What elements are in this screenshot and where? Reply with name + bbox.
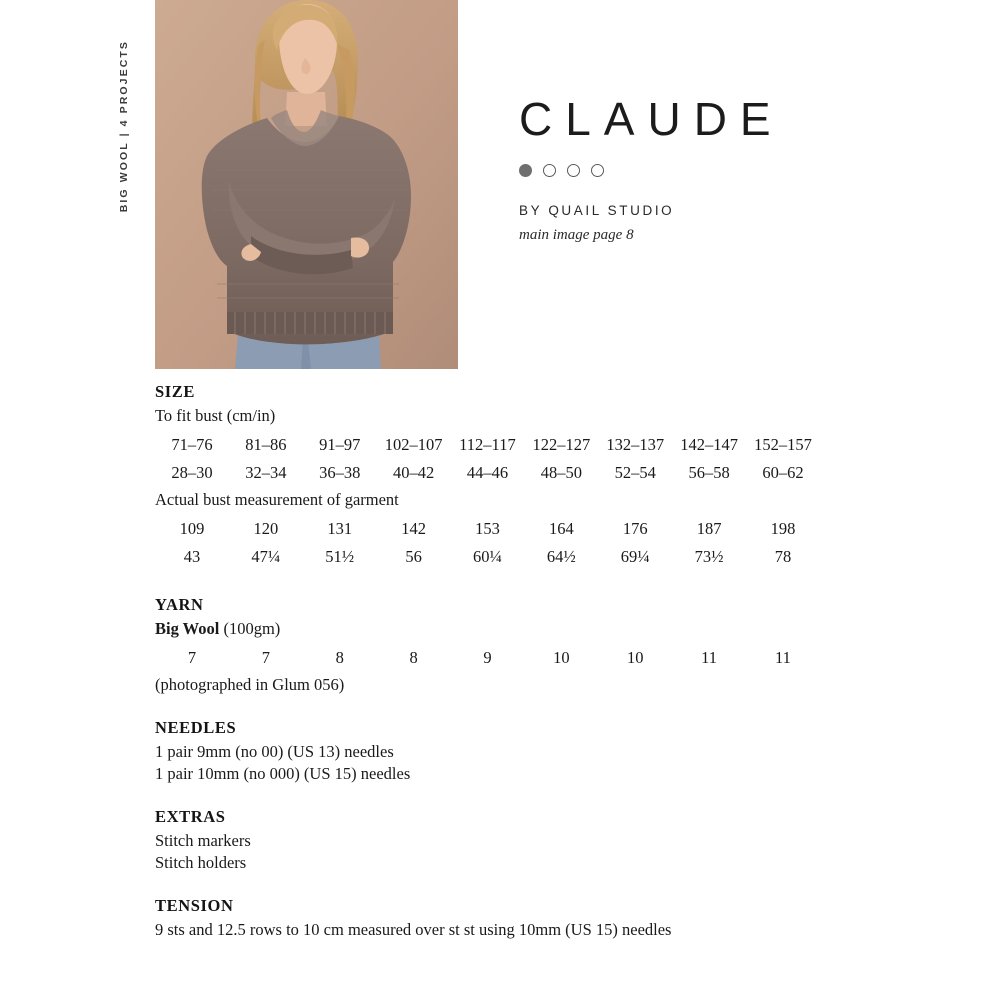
section-yarn — [155, 595, 835, 696]
actual-in-cell: 43 — [183, 546, 201, 566]
yarn-balls-cell: 11 — [775, 647, 791, 667]
garment-photo-illustration — [155, 0, 458, 369]
difficulty-dot-3 — [567, 164, 580, 177]
tension-line: 9 sts and 12.5 rows to 10 cm measured over st st using 10mm (US 15) needles — [155, 919, 672, 939]
needles-line: 1 pair 9mm (no 00) (US 13) needles — [155, 741, 394, 761]
actual-in-cell: 78 — [774, 546, 792, 566]
table-row — [155, 459, 820, 487]
actual-in-cell: 60¼ — [473, 546, 502, 566]
yarn-weight: (100gm) — [223, 618, 281, 638]
bust-in-cell: 44–46 — [466, 462, 509, 482]
table-row — [155, 431, 820, 459]
bust-cm-cell: 81–86 — [245, 434, 287, 454]
table-row — [155, 644, 820, 672]
bust-in-cell: 60–62 — [762, 462, 804, 482]
actual-in-cell: 56 — [405, 546, 422, 566]
actual-bust-table — [155, 515, 820, 571]
actual-cm-cell: 176 — [622, 518, 648, 538]
size-heading: SIZE — [155, 382, 196, 401]
title-block — [519, 93, 949, 244]
actual-cm-cell: 142 — [401, 518, 426, 538]
actual-cm-cell: 153 — [475, 518, 500, 538]
spacer — [155, 696, 835, 718]
yarn-name-line — [155, 618, 835, 640]
page-title: CLAUDE — [519, 93, 784, 145]
side-label-text: BIG WOOL | 4 PROJECTS — [118, 40, 130, 213]
difficulty-dot-4 — [591, 164, 604, 177]
actual-cm-cell: 164 — [548, 518, 574, 538]
yarn-balls-table — [155, 644, 820, 672]
actual-in-cell: 64½ — [546, 546, 576, 566]
yarn-photographed-note: (photographed in Glum 056) — [155, 674, 345, 694]
yarn-balls-cell: 7 — [261, 647, 270, 667]
bust-in-cell: 52–54 — [614, 462, 656, 482]
bust-in-cell: 28–30 — [171, 462, 213, 482]
yarn-balls-cell: 7 — [187, 647, 197, 667]
spacer — [155, 785, 835, 807]
yarn-name: Big Wool — [155, 618, 220, 638]
yarn-balls-cell: 9 — [483, 647, 492, 667]
extras-line: Stitch markers — [155, 830, 251, 850]
spacer — [155, 874, 835, 896]
bust-in-cell: 56–58 — [688, 462, 730, 482]
byline: BY QUAIL STUDIO — [519, 203, 675, 218]
needles-line: 1 pair 10mm (no 000) (US 15) needles — [155, 763, 411, 783]
needles-heading: NEEDLES — [155, 717, 237, 737]
yarn-heading: YARN — [155, 594, 204, 614]
actual-cm-cell: 120 — [253, 518, 279, 538]
extras-heading: EXTRAS — [155, 806, 226, 826]
actual-in-cell: 73½ — [694, 546, 724, 566]
actual-cm-cell: 198 — [770, 518, 796, 538]
actual-bust-label: Actual bust measurement of garment — [155, 489, 399, 509]
yarn-balls-cell: 8 — [409, 647, 418, 667]
extras-line: Stitch holders — [155, 852, 247, 872]
difficulty-dot-1 — [519, 164, 532, 177]
bust-cm-cell: 102–107 — [384, 434, 443, 454]
bust-cm-cell: 122–127 — [532, 434, 591, 454]
side-label — [112, 40, 136, 260]
size-table — [155, 431, 820, 487]
bust-in-cell: 40–42 — [392, 462, 435, 482]
actual-in-cell: 51½ — [325, 546, 355, 566]
difficulty-dot-2 — [543, 164, 556, 177]
bust-cm-cell: 112–117 — [459, 434, 516, 454]
bust-in-cell: 48–50 — [540, 462, 582, 482]
yarn-balls-cell: 11 — [701, 647, 717, 667]
actual-in-cell: 47¼ — [251, 546, 281, 566]
spacer — [155, 573, 835, 595]
yarn-balls-cell: 8 — [335, 647, 344, 667]
size-tofit-label: To fit bust (cm/in) — [155, 406, 276, 425]
table-row — [155, 515, 820, 543]
section-size — [155, 382, 835, 571]
section-tension — [155, 896, 835, 941]
yarn-balls-cell: 10 — [626, 647, 644, 667]
garment-photo — [155, 0, 458, 369]
section-extras — [155, 807, 835, 874]
main-image-reference: main image page 8 — [519, 227, 634, 243]
actual-cm-cell: 131 — [327, 518, 353, 538]
bust-cm-cell: 91–97 — [319, 434, 361, 454]
section-needles — [155, 718, 835, 785]
bust-in-cell: 36–38 — [319, 462, 361, 482]
bust-in-cell: 32–34 — [245, 462, 287, 482]
actual-cm-cell: 187 — [696, 518, 722, 538]
bust-cm-cell: 71–76 — [171, 434, 213, 454]
difficulty-dots — [519, 164, 949, 177]
yarn-balls-cell: 10 — [553, 647, 570, 667]
actual-in-cell: 69¼ — [620, 546, 650, 566]
table-row — [155, 543, 820, 571]
pattern-details — [155, 382, 835, 940]
bust-cm-cell: 142–147 — [680, 434, 738, 454]
bust-cm-cell: 152–157 — [754, 434, 812, 454]
bust-cm-cell: 132–137 — [606, 434, 665, 454]
actual-cm-cell: 109 — [179, 518, 205, 538]
tension-heading: TENSION — [155, 895, 234, 915]
